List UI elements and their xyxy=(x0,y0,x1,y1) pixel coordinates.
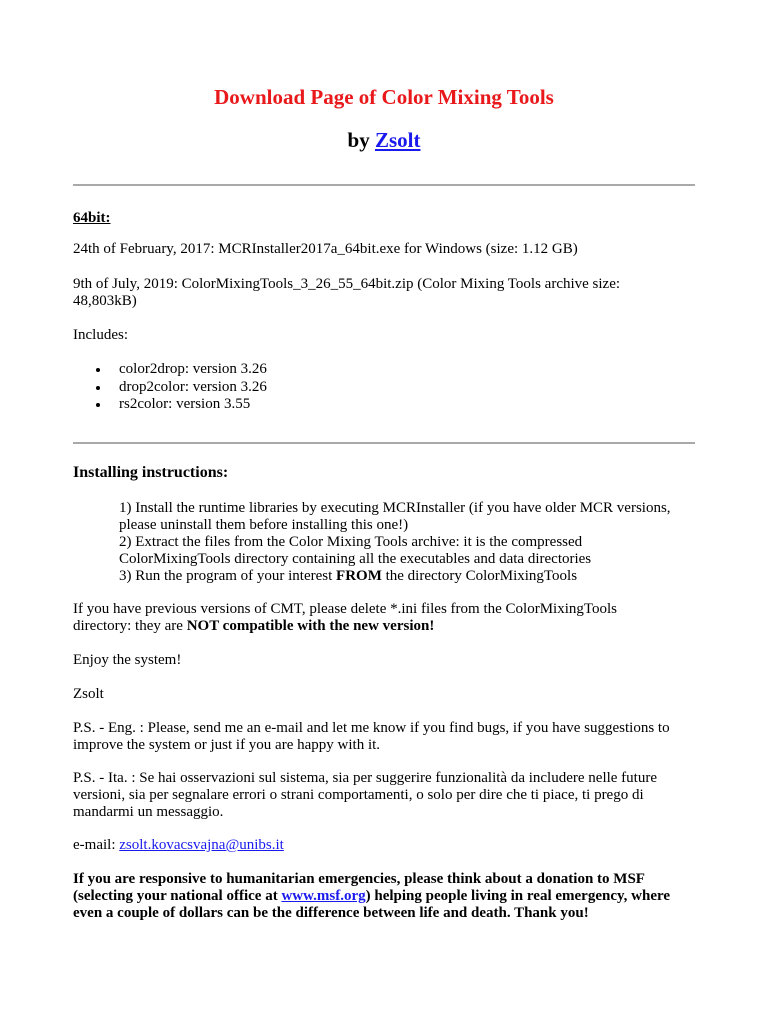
bullet-icon xyxy=(96,403,100,407)
donation-line-2 xyxy=(73,888,703,905)
step-3-pre: 3) Run the program of your interest xyxy=(119,568,337,584)
ps-english xyxy=(73,720,703,754)
step-3-post: the directory ColorMixingTools xyxy=(381,568,578,584)
donation-line-3: even a couple of dollars can be the difference between life and death. Thank you! xyxy=(73,905,589,921)
step-3-bold: FROM xyxy=(336,568,382,584)
release-line-cmt-part1: 9th of July, 2019: ColorMixingTools_3_26_55_64bit.zip (Color Mixing Tools archive size: xyxy=(73,276,621,292)
previous-versions-line-2 xyxy=(73,618,703,635)
bullet-icon xyxy=(96,386,100,390)
list-item xyxy=(73,396,267,414)
release-line-cmt xyxy=(73,276,703,310)
install-heading: Installing instructions: xyxy=(73,464,229,481)
ps-italian-line-1: P.S. - Ita. : Se hai osservazioni sul sistema, sia per suggerire funzionalità da includere nelle future xyxy=(73,770,657,786)
list-item xyxy=(73,379,267,397)
release-line-mcr: 24th of February, 2017: MCRInstaller2017a_64bit.exe for Windows (size: 1.12 GB) xyxy=(73,241,578,257)
previous-versions-line-1: If you have previous versions of CMT, please delete *.ini files from the ColorMixingTools xyxy=(73,601,617,617)
previous-versions-note xyxy=(73,601,703,635)
list-item-label: color2drop: version 3.26 xyxy=(119,361,267,377)
ps-english-line-2: improve the system or just if you are happy with it. xyxy=(73,737,381,753)
step-1-line-1: 1) Install the runtime libraries by executing MCRInstaller (if you have older MCR versions, xyxy=(119,500,671,516)
release-line-cmt-part2: 48,803kB) xyxy=(73,293,137,309)
ps-italian xyxy=(73,770,703,821)
step-2-line-1: 2) Extract the files from the Color Mixing Tools archive: it is the compressed xyxy=(119,534,583,550)
enjoy-text: Enjoy the system! xyxy=(73,652,182,668)
email-line xyxy=(73,837,703,854)
ps-italian-line-2: versioni, sia per segnalare errori o strani comportamenti, o solo per dire che ti piace, ti prego di xyxy=(73,787,644,803)
list-item xyxy=(73,361,267,379)
donation-line-1: If you are responsive to humanitarian emergencies, please think about a donation to MSF xyxy=(73,871,645,887)
ps-italian-line-3: mandarmi un messaggio. xyxy=(73,804,224,820)
email-link[interactable]: zsolt.kovacsvajna@unibs.it xyxy=(119,837,284,853)
donation-note xyxy=(73,871,703,922)
by-prefix: by xyxy=(347,128,370,152)
msf-link[interactable]: www.msf.org xyxy=(281,888,366,904)
list-item-label: drop2color: version 3.26 xyxy=(119,378,267,395)
step-2-line-2: ColorMixingTools directory containing all the executables and data directories xyxy=(119,551,592,567)
ps-english-line-1: P.S. - Eng. : Please, send me an e-mail and let me know if you find bugs, if you have suggestions to xyxy=(73,720,670,736)
install-steps xyxy=(119,500,709,585)
previous-versions-warning: NOT compatible with the new version! xyxy=(186,618,435,634)
bullet-icon xyxy=(96,368,100,372)
page-title: Download Page of Color Mixing Tools xyxy=(214,85,554,109)
divider xyxy=(73,442,695,444)
author-link[interactable]: Zsolt xyxy=(374,128,421,152)
byline xyxy=(0,128,768,153)
includes-list xyxy=(73,361,267,414)
list-item-label: rs2color: version 3.55 xyxy=(119,396,251,412)
includes-label: Includes: xyxy=(73,327,128,343)
section-heading-64bit: 64bit: xyxy=(73,210,111,226)
email-label: e-mail: xyxy=(73,837,120,853)
previous-versions-pre: directory: they are xyxy=(73,618,187,634)
signature: Zsolt xyxy=(73,686,104,702)
step-1-line-2: please uninstall them before installing this one!) xyxy=(119,517,409,533)
donation-line-2-pre: (selecting your national office at xyxy=(73,888,282,904)
step-3 xyxy=(119,568,709,585)
donation-line-2-post: ) helping people living in real emergency, where xyxy=(365,888,671,904)
divider xyxy=(73,184,695,186)
